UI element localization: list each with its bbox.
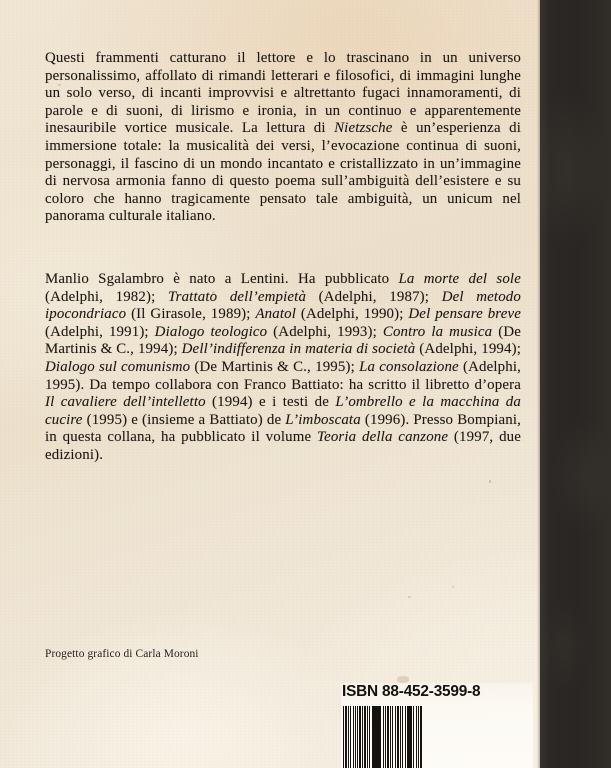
- isbn-barcode-block: [341, 683, 533, 768]
- bio-title-la-consolazione: La consolazione: [359, 358, 459, 375]
- book-spine-strip: [540, 0, 611, 768]
- bio-seg-10: (De Martinis & C., 1995);: [190, 358, 360, 375]
- bio-title-del-pensare-breve: Del pensare breve: [408, 306, 521, 323]
- paper-stain: [397, 676, 409, 683]
- bio-seg-3: (Adelphi, 1987);: [306, 288, 442, 305]
- bio-title-contro-la-musica: Contro la musica: [382, 323, 493, 340]
- paper-speck: [452, 586, 454, 588]
- cover-text-column: [45, 50, 521, 464]
- bio-seg-7: (Adelphi, 1993);: [267, 323, 383, 340]
- bio-seg-2: (Adelphi, 1982);: [45, 288, 169, 305]
- bio-seg-4: (Il Girasole, 1989);: [126, 306, 256, 323]
- barcode-graphic: [343, 706, 486, 768]
- spine-shadow-edge: [537, 0, 540, 768]
- blurb-italic-nietzsche: Nietzsche: [334, 120, 393, 137]
- bio-seg-15: (1997, due edizioni).: [45, 429, 522, 463]
- paper-speck: [408, 596, 411, 598]
- bio-title-dialogo-teologico: Dialogo teologico: [154, 323, 268, 340]
- bio-seg-12: (1994) e i testi de: [205, 394, 336, 411]
- bio-seg-9: (Adelphi, 1994);: [415, 341, 521, 358]
- bio-title-anatol: Anatol: [255, 306, 297, 323]
- bio-seg-1: Manlio Sgalambro è nato a Lentini. Ha pubblicato: [45, 270, 399, 287]
- blurb-text-part-2: è un’esperienza di immersione totale: la musicalità dei versi, l’evocazione continua di suoni, personaggi, il fascino di un mondo incantato e cristallizzato in un’immagine di nervosa armonia fanno di questo poema sull’ambiguità dell’esistere e su coloro che hanno tragicamente pensato tale ambiguità, un unicum nel panorama culturale italiano.: [45, 120, 521, 225]
- bio-title-la-morte-del-sole: La morte del sole: [398, 270, 521, 287]
- bio-title-dell-indifferenza: Dell’indifferenza in materia di società: [181, 341, 416, 358]
- bio-title-trattato-dell-empieta: Trattato dell’empietà: [168, 288, 307, 305]
- bio-title-il-cavaliere-dell-intelletto: Il cavaliere dell’intelletto: [45, 394, 206, 411]
- spine-texture: [540, 0, 611, 768]
- blurb-paragraph: [45, 50, 521, 226]
- design-credit: Progetto grafico di Carla Moroni: [45, 648, 199, 660]
- bio-seg-11: (Adelphi, 1995). Da tempo collabora con Franco Battiato: ha scritto il libretto d’opera: [45, 358, 521, 393]
- bio-title-l-imboscata: L’imboscata: [285, 411, 361, 428]
- paper-speck: [489, 480, 491, 483]
- bio-seg-13: (1995) e (insieme a Battiato) de: [82, 411, 286, 428]
- bio-seg-6: (Adelphi, 1991);: [45, 323, 155, 340]
- isbn-label: ISBN 88-452-3599-8: [342, 683, 481, 700]
- bio-seg-5: (Adelphi, 1990);: [296, 306, 409, 323]
- bio-seg-14: (1996). Presso Bompiani, in questa collana, ha pubblicato il volume: [45, 411, 521, 446]
- bio-title-teoria-della-canzone: Teoria della canzone: [317, 429, 449, 446]
- author-biography-paragraph: [45, 271, 521, 465]
- blurb-text-part-1: Questi frammenti catturano il lettore e lo trascinano in un universo personalissimo, affollato di rimandi letterari e filosofici, di immagini lunghe un solo verso, di incanti improvvisi e altrettanto fugaci innamoramenti, di parole e di suoni, di lirismo e ironia, in un continuo e apparentemente inesauribile vortice musicale. La lettura di: [45, 50, 521, 137]
- bio-title-del-metodo-ipocondriaco: Del metodo ipocondriaco: [45, 288, 521, 323]
- bio-title-dialogo-sul-comunismo: Dialogo sul comunismo: [45, 358, 191, 375]
- bio-title-l-ombrello-e-la-macchina-da-cucire: L’ombrello e la macchina da cucire: [45, 394, 521, 428]
- bio-seg-8: (De Martinis & C., 1994);: [45, 323, 521, 358]
